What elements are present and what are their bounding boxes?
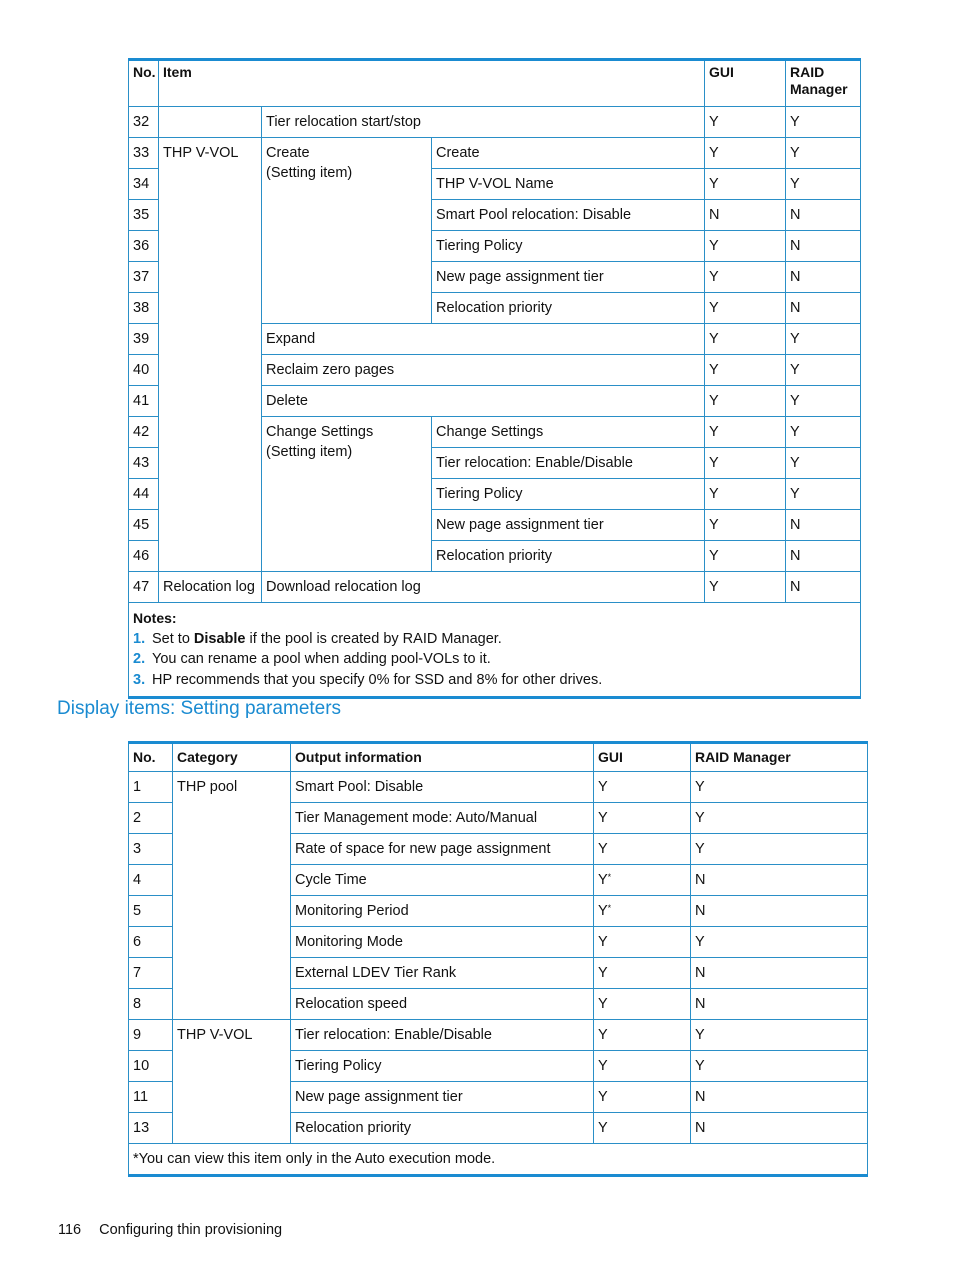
category-cell-thp-vvol: THP V-VOL xyxy=(173,1020,291,1144)
table-row: 4 Cycle Time Y* N xyxy=(129,865,868,896)
footnote-mark: * xyxy=(607,903,612,913)
note-item: 2. You can rename a pool when adding pool-VOLs to it. xyxy=(133,651,491,667)
notes-row xyxy=(129,603,861,698)
page-footer xyxy=(58,1222,282,1238)
table-row: 35 Smart Pool relocation: Disable N N xyxy=(129,200,861,231)
table-row: 42 Change Settings (Setting item) Change Settings Y Y xyxy=(129,417,861,448)
note-item: 1. Set to Disable if the pool is created by RAID Manager. xyxy=(133,630,502,647)
col-header-category: Category xyxy=(173,743,291,772)
group-cell-thp-vvol: THP V-VOL xyxy=(159,138,262,572)
table-row: 2 Tier Management mode: Auto/Manual Y Y xyxy=(129,803,868,834)
table-row: 40 Reclaim zero pages Y Y xyxy=(129,355,861,386)
footnote-cell: *You can view this item only in the Auto execution mode. xyxy=(129,1144,868,1176)
table-header-row xyxy=(129,743,868,772)
table-row: 43 Tier relocation: Enable/Disable Y Y xyxy=(129,448,861,479)
table-header-row xyxy=(129,60,861,107)
table-row: 5 Monitoring Period Y* N xyxy=(129,896,868,927)
table-row: 37 New page assignment tier Y N xyxy=(129,262,861,293)
table-row: 41 Delete Y Y xyxy=(129,386,861,417)
table-row: 46 Relocation priority Y N xyxy=(129,541,861,572)
col-header-output: Output information xyxy=(291,743,594,772)
notes-heading: Notes: xyxy=(133,610,177,626)
group-cell-change-settings: Change Settings (Setting item) xyxy=(262,417,432,572)
col-header-raid-manager: RAID Manager xyxy=(786,60,861,107)
footnote-mark: * xyxy=(607,872,612,882)
col-header-item: Item xyxy=(159,60,705,107)
table-row: 10 Tiering Policy Y Y xyxy=(129,1051,868,1082)
col-header-no: No. xyxy=(129,743,173,772)
chapter-title: Configuring thin provisioning xyxy=(99,1222,283,1238)
table-row: 36 Tiering Policy Y N xyxy=(129,231,861,262)
table-row: 13 Relocation priority Y N xyxy=(129,1113,868,1144)
table-row: 9 THP V-VOL Tier relocation: Enable/Disable Y Y xyxy=(129,1020,868,1051)
page-number: 116 xyxy=(58,1222,82,1238)
table-row: 1 THP pool Smart Pool: Disable Y Y xyxy=(129,772,868,803)
category-cell-thp-pool: THP pool xyxy=(173,772,291,1020)
table-row: 11 New page assignment tier Y N xyxy=(129,1082,868,1113)
table-row: 47 Relocation log Download relocation log Y N xyxy=(129,572,861,603)
table-row: 3 Rate of space for new page assignment Y Y xyxy=(129,834,868,865)
col-header-raid-manager: RAID Manager xyxy=(691,743,868,772)
group-cell-create: Create (Setting item) xyxy=(262,138,432,324)
notes-list xyxy=(133,629,856,691)
table-row: 45 New page assignment tier Y N xyxy=(129,510,861,541)
setting-parameters-table xyxy=(128,741,868,1177)
table-row: 8 Relocation speed Y N xyxy=(129,989,868,1020)
table-row: 39 Expand Y Y xyxy=(129,324,861,355)
table-row: 6 Monitoring Mode Y Y xyxy=(129,927,868,958)
notes-cell xyxy=(129,603,861,698)
col-header-gui: GUI xyxy=(705,60,786,107)
col-header-no: No. xyxy=(129,60,159,107)
table-row: 38 Relocation priority Y N xyxy=(129,293,861,324)
col-header-gui: GUI xyxy=(594,743,691,772)
note-item: 3. HP recommends that you specify 0% for SSD and 8% for other drives. xyxy=(133,671,603,688)
table-row: 44 Tiering Policy Y Y xyxy=(129,479,861,510)
items-table-continued xyxy=(128,58,861,699)
table-row: 32 Tier relocation start/stop Y Y xyxy=(129,107,861,138)
section-heading: Display items: Setting parameters xyxy=(57,698,342,719)
table-row: 33 THP V-VOL Create (Setting item) Create Y Y xyxy=(129,138,861,169)
table-row: 7 External LDEV Tier Rank Y N xyxy=(129,958,868,989)
footnote-row xyxy=(129,1144,868,1176)
table-row: 34 THP V-VOL Name Y Y xyxy=(129,169,861,200)
